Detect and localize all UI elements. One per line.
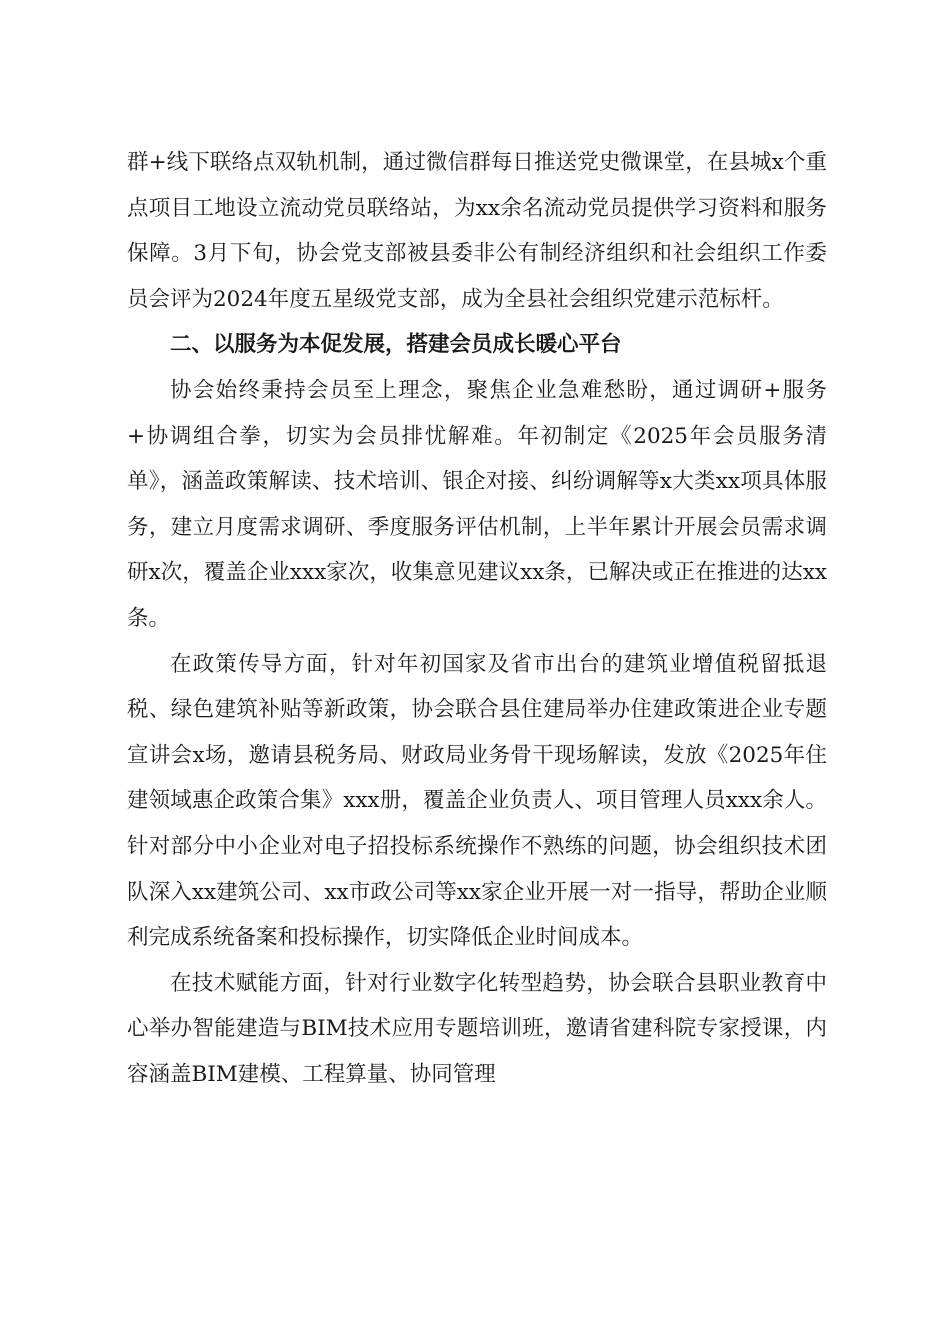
document-body	[127, 140, 827, 1097]
paragraph-member-services: 协会始终秉持会员至上理念，聚焦企业急难愁盼，通过调研+服务+协调组合拳，切实为会员排忧解难。年初制定《2025年会员服务清单》，涵盖政策解读、技术培训、银企对接、纠纷调解等x大类xx项具体服务，建立月度需求调研、季度服务评估机制，上半年累计开展会员需求调研x次，覆盖企业xxx家次，收集意见建议xx条，已解决或正在推进的达xx条。	[127, 377, 827, 631]
paragraph-tech-empowerment: 在技术赋能方面，针对行业数字化转型趋势，协会联合县职业教育中心举办智能建造与BIM技术应用专题培训班，邀请省建科院专家授课，内容涵盖BIM建模、工程算量、协同管理	[127, 970, 827, 1087]
section-heading: 二、以服务为本促发展，搭建会员成长暖心平台	[170, 332, 622, 358]
paragraph-policy-guidance: 在政策传导方面，针对年初国家及省市出台的建筑业增值税留抵退税、绿色建筑补贴等新政策，协会联合县住建局举办住建政策进企业专题宣讲会x场，邀请县税务局、财政局业务骨干现场解读，发放《2025年住建领域惠企政策合集》xxx册，覆盖企业负责人、项目管理人员xxx余人。针对部分中小企业对电子招投标系统操作不熟练的问题，协会组织技术团队深入xx建筑公司、xx市政公司等xx家企业开展一对一指导，帮助企业顺利完成系统备案和投标操作，切实降低企业时间成本。	[127, 651, 827, 951]
paragraph-continuation: 群+线下联络点双轨机制，通过微信群每日推送党史微课堂，在县城x个重点项目工地设立流动党员联络站，为xx余名流动党员提供学习资料和服务保障。3月下旬，协会党支部被县委非公有制经济组织和社会组织工作委员会评为2024年度五星级党支部，成为全县社会组织党建示范标杆。	[127, 150, 827, 312]
